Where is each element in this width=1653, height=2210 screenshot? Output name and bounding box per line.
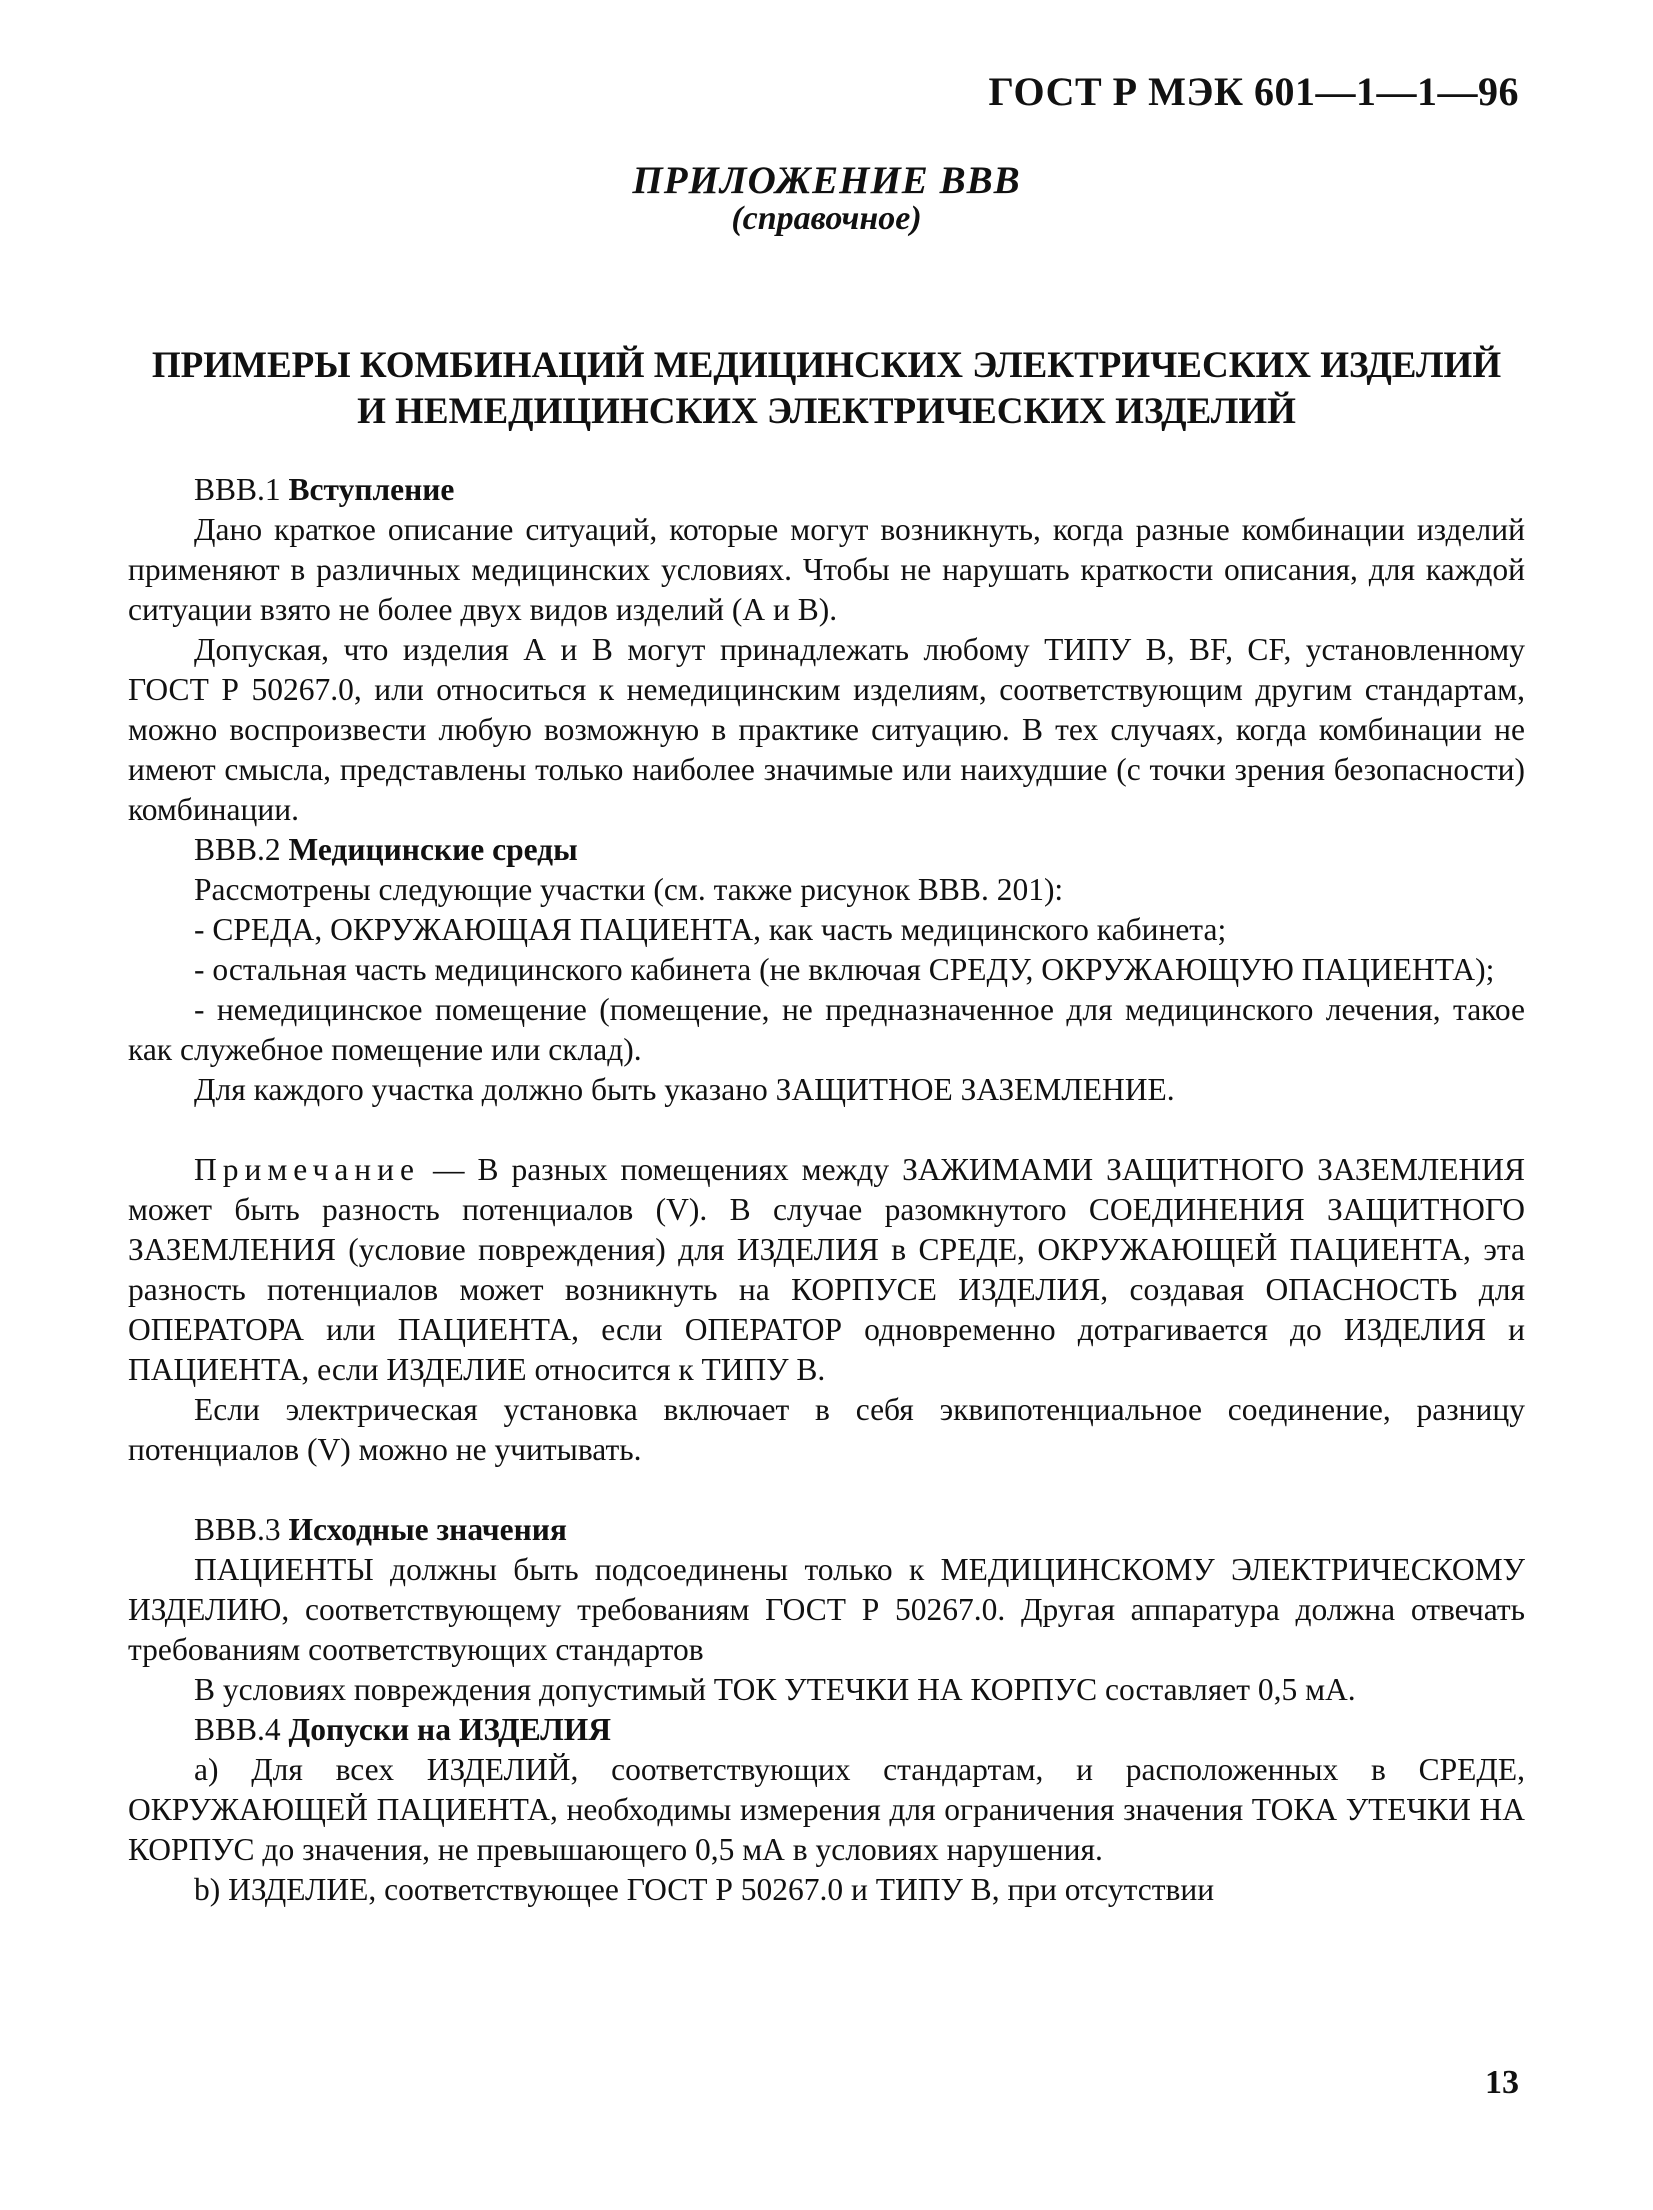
spacer [128,1470,1525,1510]
section-title: Исходные значения [288,1512,567,1547]
paragraph: В условиях повреждения допустимый ТОК УТЕЧКИ НА КОРПУС составляет 0,5 мА. [194,1672,1356,1707]
section-number: ВВВ.1 [194,472,281,507]
paragraph: Дано краткое описание ситуаций, которые могут возникнуть, когда разные комбинации изделий применяют в различных медицинских условиях. Чтобы не нарушать краткости описания, для каждой ситуации взято не более двух видов изделий (А и В). [128,512,1525,627]
section-heading-1 [128,470,1525,510]
note-label: Примечание [194,1152,421,1187]
list-item: - немедицинское помещение (помещение, не предназначенное для медицинского лечения, такое как служебное помещение или склад). [128,992,1525,1067]
section-number: ВВВ.3 [194,1512,281,1547]
list-item: - СРЕДА, ОКРУЖАЮЩАЯ ПАЦИЕНТА, как часть медицинского кабинета; [194,912,1227,947]
section-number: ВВВ.4 [194,1712,281,1747]
paragraph: Рассмотрены следующие участки (см. также рисунок ВВВ. 201): [194,872,1064,907]
section-heading-4 [128,1710,1525,1750]
standard-code: ГОСТ Р МЭК 601—1—1—96 [988,69,1519,114]
list-item: b) ИЗДЕЛИЕ, соответствующее ГОСТ Р 50267.0 и ТИПУ В, при отсутствии [194,1872,1215,1907]
section-heading-2 [128,830,1525,870]
title-line-2: И НЕМЕДИЦИНСКИХ ЭЛЕКТРИЧЕСКИХ ИЗДЕЛИЙ [357,391,1296,432]
note-paragraph [128,1150,1525,1390]
section-heading-3 [128,1510,1525,1550]
appendix-type: (справочное) [731,200,922,237]
document-title [0,343,1653,435]
section-title: Медицинские среды [288,832,578,867]
paragraph: ПАЦИЕНТЫ должны быть подсоединены только к МЕДИЦИНСКОМУ ЭЛЕКТРИЧЕСКОМУ ИЗДЕЛИЮ, соответствующему требованиям ГОСТ Р 50267.0. Другая аппаратура должна отвечать требованиям соответствующих стандартов [128,1552,1525,1667]
list-item: а) Для всех ИЗДЕЛИЙ, соответствующих стандартам, и расположенных в СРЕДЕ, ОКРУЖАЮЩЕЙ ПАЦИЕНТА, необходимы измерения для ограничения значения ТОКА УТЕЧКИ НА КОРПУС до значения, не превышающего 0,5 мА в условиях нарушения. [128,1752,1525,1867]
list-item: - остальная часть медицинского кабинета (не включая СРЕДУ, ОКРУЖАЮЩУЮ ПАЦИЕНТА); [194,952,1495,987]
section-title: Вступление [288,472,455,507]
section-title: Допуски на ИЗДЕЛИЯ [288,1712,612,1747]
paragraph: Если электрическая установка включает в себя эквипотенциальное соединение, разницу потенциалов (V) можно не учитывать. [128,1392,1525,1467]
paragraph: Допуская, что изделия А и В могут принадлежать любому ТИПУ В, BF, CF, установленному ГОСТ Р 50267.0, или относиться к немедицинским изделиям, соответствующим другим стандартам, можно воспроизвести любую возможную в практике ситуацию. В тех случаях, когда комбинации не имеют смысла, представлены только наиболее значимые или наихудшие (с точки зрения безопасности) комбинации. [128,632,1525,827]
spacer [128,1110,1525,1150]
page-number: 13 [1485,2064,1519,2101]
appendix-title: ПРИЛОЖЕНИЕ ВВВ [632,159,1021,202]
document-body [128,470,1525,1910]
paragraph: Для каждого участка должно быть указано ЗАЩИТНОЕ ЗАЗЕМЛЕНИЕ. [194,1072,1175,1107]
note-text: — В разных помещениях между ЗАЖИМАМИ ЗАЩИТНОГО ЗАЗЕМЛЕНИЯ может быть разность потенциалов (V). В случае разомкнутого СОЕДИНЕНИЯ ЗАЩИТНОГО ЗАЗЕМЛЕНИЯ (условие повреждения) для ИЗДЕЛИЯ в СРЕДЕ, ОКРУЖАЮЩЕЙ ПАЦИЕНТА, эта разность потенциалов может возникнуть на КОРПУСЕ ИЗДЕЛИЯ, создавая ОПАСНОСТЬ для ОПЕРАТОРА или ПАЦИЕНТА, если ОПЕРАТОР одновременно дотрагивается до ИЗДЕЛИЯ и ПАЦИЕНТА, если ИЗДЕЛИЕ относится к ТИПУ В. [128,1152,1525,1387]
section-number: ВВВ.2 [194,832,281,867]
title-line-1: ПРИМЕРЫ КОМБИНАЦИЙ МЕДИЦИНСКИХ ЭЛЕКТРИЧЕСКИХ ИЗДЕЛИЙ [151,345,1502,386]
